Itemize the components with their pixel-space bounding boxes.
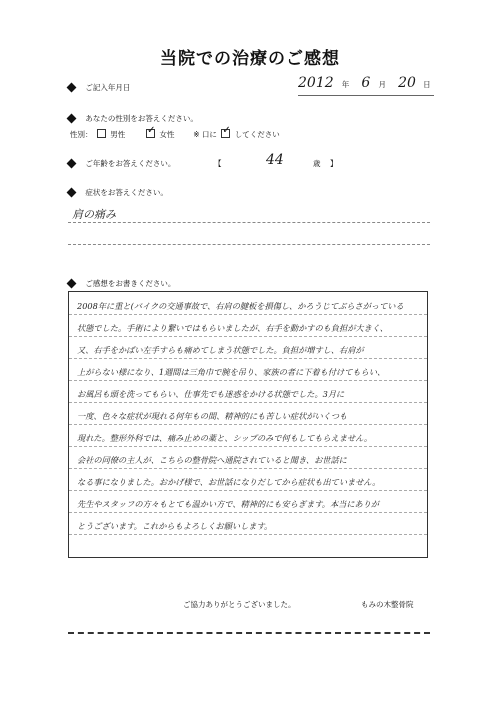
note-check-icon (221, 129, 230, 138)
age-open-bracket: 【 (214, 159, 222, 168)
date-day-unit: 日 (423, 80, 431, 89)
comment-rule (69, 336, 427, 337)
date-year-unit: 年 (341, 80, 350, 89)
comment-line: 状態でした。手術により繋いではもらいましたが、右手を動かすのも負担が大きく、 (77, 323, 388, 333)
gender-note-mid: 口に (201, 130, 217, 139)
date-month-unit: 月 (378, 80, 386, 89)
date-label: ご記入年月日 (85, 83, 131, 92)
diamond-bullet-icon (67, 188, 77, 198)
comment-rule (69, 314, 427, 315)
comment-rule (69, 358, 427, 359)
comment-line: 先生やスタッフの方々もとても温かい方で、精神的にも安らぎます。本当にありが (77, 499, 380, 509)
symptom-question (68, 187, 168, 198)
comment-rule (69, 534, 427, 535)
symptom-label: 症状をお答えください。 (85, 188, 168, 197)
comment-rule (69, 512, 427, 513)
female-checkbox[interactable] (146, 129, 155, 138)
date-year: 2012 (298, 75, 334, 91)
symptom-line-1 (68, 222, 430, 223)
thanks-text: ご協力ありがとうございました。 (183, 600, 296, 609)
clinic-name: もみの木整骨院 (361, 600, 414, 609)
page-title: 当院での治療のご感想 (160, 49, 340, 69)
diamond-bullet-icon (67, 83, 77, 93)
comment-line: お風呂も頭を洗ってもらい、仕事先でも迷惑をかける状態でした。3月に (77, 389, 345, 399)
symptom-line-2 (68, 244, 430, 245)
comment-line: 2008年に重と(バイクの交通事故で、右肩の腱板を損傷し、かろうじてぶらさがっている (77, 301, 404, 311)
comment-box[interactable] (68, 291, 428, 558)
gender-question (68, 113, 198, 124)
comment-line: 会社の同僚の主人が、こちらの整骨院へ通院されていると聞き、お世話に (77, 455, 347, 465)
symptom-value[interactable]: 肩の痛み (72, 208, 116, 221)
gender-prefix: 性別： (70, 130, 93, 139)
date-month: 6 (361, 75, 371, 91)
date-row (68, 82, 130, 93)
male-label: 男性 (110, 130, 126, 139)
age-question (68, 158, 175, 169)
comment-line: 又、右手をかばい左手すらも痛めてしまう状態でした。負担が増すし、右肩が (77, 345, 364, 355)
comment-question (68, 278, 175, 289)
cut-line-divider (68, 632, 430, 634)
gender-options (70, 129, 280, 140)
comment-line: とうございます。これからもよろしくお願いします。 (77, 521, 273, 531)
comment-line: 一度、色々な症状が現れる何年もの間、精神的にも苦しい症状がいくつも (77, 411, 348, 421)
comment-line: 上がらない様になり、1週間は三角巾で腕を吊り、家族の者に下着も付けてもらい、 (77, 367, 386, 377)
date-day: 20 (398, 75, 416, 91)
age-label: ご年齢をお答えください。 (85, 159, 176, 168)
age-value[interactable]: 44 (266, 152, 284, 168)
diamond-bullet-icon (67, 114, 77, 124)
male-checkbox[interactable] (97, 129, 106, 138)
comment-rule (69, 468, 427, 469)
comment-line: 現れた。整形外科では、痛み止めの薬と、シップのみで何もしてもらえません。 (77, 433, 373, 443)
comment-rule (69, 490, 427, 491)
diamond-bullet-icon (67, 279, 77, 289)
comment-line: なる事になりました。おかげ様で、お世話になりだしてから症状も出ていません。 (77, 477, 381, 487)
comment-rule (69, 402, 427, 403)
gender-note-prefix: ※ (193, 130, 200, 139)
age-close-bracket: 】 (330, 159, 338, 168)
date-underline (298, 95, 434, 96)
comment-rule (69, 446, 427, 447)
gender-label: あなたの性別をお答えください。 (85, 114, 198, 123)
age-unit: 歳 (313, 159, 321, 168)
comment-label: ご感想をお書きください。 (85, 279, 176, 288)
comment-rule (69, 424, 427, 425)
gender-note-suffix: してください (234, 130, 280, 139)
diamond-bullet-icon (67, 159, 77, 169)
female-label: 女性 (159, 130, 175, 139)
date-value[interactable] (298, 75, 433, 91)
comment-rule (69, 380, 427, 381)
